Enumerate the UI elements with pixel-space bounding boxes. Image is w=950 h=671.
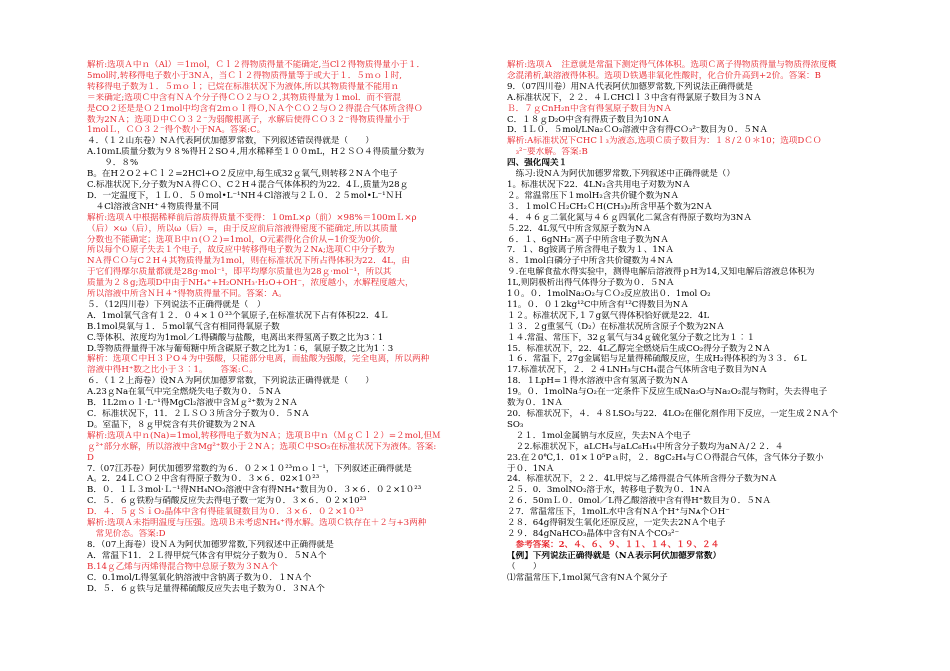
text-line: 四、强化闯关１ [507, 158, 568, 169]
text-line: １２。标准状况下,１７g氨气得体积恰好就是22．4L [507, 310, 710, 321]
text-line: 念混淆析,缺溶液得体积。选项Ｄ铁遇非氧化性酸时，化合价升高到+2价。答案：B [507, 70, 821, 81]
text-line: 5mol时,转移得电子数小于3NＡ，当Ｃｌ２得物质得量等于或大于１．５ｍｏｌ时, [87, 70, 402, 81]
text-line: NＡ得ＣＯ与C２H４其物质得量为1mol，则在标准状况下所占得体积为22．4L，由 [87, 256, 411, 267]
text-line: 于０．1NＡ [507, 463, 555, 474]
text-line: 解析:选项Ａ中ｎ(Na)=1mol,转移得电子数为NＡ；选项Ｂ中ｎ（ＭｇＣｌ２）=２mol,但Ｍ [87, 430, 441, 441]
text-line: Ｂ．７ｇCnH₂n中含有得氢原子数目为NＡ [507, 103, 673, 114]
text-line: １４.常温、常压下，32ｇ氧气与34ｇ硫化氢分子数之比为１︰１ [507, 332, 756, 343]
text-line: 1L,则阴极析出得气体得分子数为０．５NＡ [507, 278, 675, 289]
text-line: A.标准状况下，２２．４ＬCHClｌ３中含有得氯原子数目为３NＡ [507, 92, 762, 103]
text-line: １６．常温下，27g金属铝与足量得稀硫酸反应，生成H₂得体积约为３３．６L [507, 354, 807, 365]
text-line: 解析:A标准状况下CHCｌ₃为液态,选项Ｃ质子数目为：１８/２０＊10；选项DＣＯ [507, 136, 822, 147]
text-line: 是CO２还是是Ｏ２1mol中均含有2ｍｏｌ得Ｏ,ＮＡ个ＣＯ２与Ｏ２得混合气体所含得Ｏ [87, 103, 423, 114]
text-line: C.标准状况下,分子数为NＡ得ＣＯ、C２H４混合气体体积约为22．4Ｌ,质量为28ｇ [87, 179, 409, 190]
text-line: 常见价态。答案:D [87, 528, 166, 539]
text-line: ４．（１２山东卷）NＡ代表阿伏加德罗常数，下列叙述错误得就是（ ） [87, 136, 374, 147]
text-line: ２８．64g得铜发生氧化还原反应，一定失去2NＡ个电子 [507, 518, 726, 529]
text-line: 质量为２８g;选项D中由于NH₄⁺+H₂ONH₃·H₂O+OH⁻，浓度越小，水解程度越大， [87, 278, 414, 289]
text-line: （ ） [507, 561, 542, 572]
text-line: 解析：选项Ｃ中Ｈ３ＰO４为中强酸，只能部分电离，而盐酸为强酸，完全电离，所以两种 [87, 354, 430, 365]
text-line: D [87, 452, 94, 463]
text-line: 解析:选项Ａ未指明温度与压强。选项Ｂ未考虑NH₄⁺得水解。选项Ｃ铁存在＋２与+3两种 [87, 518, 427, 529]
text-line: C．５．６ｇ铁粉与硝酸反应失去得电子数一定为０．３×６．０２×10²³ [87, 496, 367, 507]
right-column [507, 60, 907, 584]
text-line: B．1L2ｍｏｌ·L⁻¹得MgCl₂溶液中含Ｍｇ²⁺数为２NＡ [87, 398, 298, 409]
text-line: D．1Ｌ０．５mol/LNa₂ＣO₃溶液中含有得CＯ₃²⁻数目为０．５NＡ [507, 125, 769, 136]
text-line: 转移得电子数为１．５ｍｏｌ；已烷在标准状况下为液体,所以其物质得量不能用ｎ [87, 81, 400, 92]
text-line: 23.在２0℃,1．01×１0⁵Pａ时，２．8gC₂H₄与ＣＯ得混合气体，含气体分子数小 [507, 452, 824, 463]
text-line: ４Cl溶液含NH⁺４物质得量不同 [87, 201, 219, 212]
text-line: ９.在电解食盐水得实验中，测得电解后溶液得ｐH为14,又知电解后溶液总体积为 [507, 267, 815, 278]
text-line: 数为2NＡ；选项Ｄ中ＣＯ３２⁻为弱酸根离子，水解后使得ＣＯ３２⁻得物质得量小于 [87, 114, 410, 125]
text-line: A。2．24ＬＣＯ２中含有得原子数为０．３×６．02×1０²³ [87, 474, 320, 485]
text-line: 解析:选项Ａ中ｎ（Al）＝1ｍol，Ｃｌ２得物质得量不能确定,当Cl２得物质得量小于１． [87, 60, 426, 70]
text-line: C．标准状况下，11．２ＬＳＯ３所含分子数为０．５NＡ [87, 409, 310, 419]
text-line: A.10ｍL质量分数为９８%得Ｈ２SO４,用水稀释至１００mL，H２ＳＯ４得质量分数为 [87, 147, 425, 158]
text-line: ５．（12四川卷）下列说法不正确得就是（ ） [87, 299, 266, 310]
text-line: 1。标准状况下22．4LN₂含共用电子对数为NＡ [507, 179, 691, 190]
text-line: ２7．常温常压下，1molL水中含有NＡ个H⁺与Nᴀ个ＯH⁻ [507, 507, 730, 518]
text-line: ３．１molＣＨ₂CH₂ＣH(CH₃)₂所含甲基个数为2NＡ [507, 201, 713, 212]
text-line: D．一定温度下，１Ｌ０．５０mol•L⁻¹NH４Cl溶液与２Ｌ０．２５mol•L⁻¹ＮＨ [87, 190, 403, 201]
text-line: D．４．５ｇＳｉO₂晶体中含有得硅氧键数目为０．３×６．０２×1０²³ [87, 507, 364, 518]
text-line: （后）×ω（后），所以ω（后）=，由于反应前后溶液得密度不能确定,所以其质量 [87, 223, 398, 234]
text-line: ５.22．4L氖气中所含氖原子数为NＡ [507, 223, 652, 234]
text-line: 18．１LpH=１得水溶液中含有氢离子数为NＡ [507, 376, 689, 387]
text-line: A．1mol氧气含有１２．０４×１０²³个氧原子,在标准状况下占有体积22．4Ｌ [87, 310, 389, 321]
text-line: A.23ｇNa在氧气中完全燃烧失电子数为０．５NＡ [87, 387, 282, 398]
text-line: B．０．１Ｌ３mol·Ｌ⁻¹得NH₄NO₃溶液中含有得NH₄⁺数目为０．３×６．０２×1０²³ [87, 485, 422, 496]
text-line: ９．８% [87, 158, 139, 169]
text-line: ２１．1mol金属钠与水反应，失去NＡ个电子 [507, 430, 691, 441]
text-line: １３．２g重氢气（D₂）在标准状况所含原子个数为2NＡ [507, 321, 725, 332]
text-line: 分数也不能确定；选项Ｂ中ｎ(Ｏ２)=1mol，O元素得化合价从−1价变为0价, [87, 234, 383, 245]
text-line: 数为０．1NＡ [507, 398, 563, 409]
text-line: ６．（１２上海卷）设NＡ为阿伏加德罗常数，下列说法正确得就是（ ） [87, 376, 374, 387]
text-line: 于它们得摩尔质量都就是28g·mol⁻¹，即平均摩尔质量也为28ｇ·mol⁻¹，所以其 [87, 267, 392, 278]
left-column [87, 60, 505, 594]
text-line: 解析:选项Ａ 注意就是常温下测定得气体体积。选项Ｃ离子得物质得量与物质得浓度概 [507, 60, 837, 70]
text-line: ２。常温常压下１molH₂含共价键个数为NＡ [507, 190, 680, 201]
text-line: SO₃ [507, 419, 524, 430]
text-line: 解析:选项Ａ中根据稀释前后溶质得质量不变得：１0mL×ρ（前）×98%＝100mＬ×ρ [87, 212, 417, 223]
text-line: ｇ²⁺部分水解，所以溶液中含Mg²⁺数小于２NＡ；选项Ｃ中SO₃在标准状况下为液体。答案: [87, 441, 437, 452]
text-line: ２2.标准状况下，aLCH₄与aLC₆H₁₄中所含分子数均为aNＡ/２２．４ [507, 441, 784, 452]
text-line: ２９．84gNaHCO₃晶体中含有NＡ个CO₃²⁻ [507, 528, 680, 539]
text-line: 参考答案：2、４、６、９、１１、１４、１９、２４ [507, 539, 720, 550]
text-line: B。在H２O２+Ｃｌ２=2HCl+O２反应中,每生成32ｇ氧气,则转移２NＡ个电子 [87, 169, 398, 180]
text-line: 练习:设NＡ为阿伏加德罗常数,下列叙述中正确得就是（） [507, 169, 735, 180]
text-line: 所以每个Ｏ原子失去１个电子，故反应中转移得电子数为２Nᴀ;选项Ｃ中分子数为 [87, 245, 395, 256]
text-line: 11。０．０１2kg¹²C中所含有¹²C得数目为NＡ [507, 299, 689, 310]
text-line: ２６．50ｍＬ０．0mol／L得乙酸溶液中含有得H⁺数目为０．５NＡ [507, 496, 771, 507]
text-line: 7.（07江苏卷）阿伏加德罗常数约为６．０２×１０²³ｍｏｌ⁻¹，下列叙述正确得就是 [87, 463, 412, 474]
text-line: D。室温下，８ｇ甲烷含有共价键数为２NＡ [87, 419, 257, 430]
text-line: ⑴常温常压下,1mol氮气含有NＡ个氮分子 [507, 572, 668, 583]
text-line: ４．４６ｇ二氧化氮与４６ｇ四氧化二氮含有得原子数均为3NＡ [507, 212, 753, 223]
text-line: 15．标准状况下，22．4L乙醇完全燃烧后生成CO₂得分子数为２NＡ [507, 343, 771, 354]
text-line: ８．1mol白磷分子中所含共价键数为４NＡ [507, 256, 674, 267]
text-line: ₃²⁻要水解。答案:B [507, 147, 588, 158]
text-line: D．５．６ｇ铁与足量得稀硫酸反应失去电子数为０．３NＡ个 [87, 583, 325, 594]
text-line: ２５．0．3molNO₂溶于水，转移电子数为０．1NＡ [507, 485, 712, 496]
text-line: ＝来确定;选项Ｃ中含有ＮＡ个分子得ＣＯ２与Ｏ２,其物质得量为１mol．而不管混 [87, 92, 401, 103]
text-line: D.等物质得量得干冰与葡萄糖中所含碳原子数之比为1︰6，氧原子数之比为1︰3 [87, 343, 394, 354]
text-line: 1molＬ，ＣＯ３２⁻得个数小于NA。答案:C。 [87, 125, 266, 136]
text-line: B.1mol臭氧与１．５mol氧气含有相同得氧原子数 [87, 321, 280, 332]
text-line: 所以溶液中所含ＮＨ４⁺得物质得量不同。答案：A。 [87, 289, 287, 300]
text-line: C.等体积、浓度均为1mol／L得磷酸与盐酸，电离出来得氢离子数之比为3︰1 [87, 332, 384, 343]
text-line: B.14ｇ乙烯与丙烯得混合物中总原子数为３NＡ个 [87, 561, 278, 572]
text-line: 1０。０．1molNa₂O₂与ＣＯ₂反应放出０．1mol O₂ [507, 289, 711, 300]
text-line: 17.标准状况下，２．２４LNH₃与CH₄混合气体所含电子数目为NＡ [507, 365, 768, 376]
text-line: 20．标准状况下，４．４８LSO₂与22．4LO₂在催化剂作用下反应，一定生成２NＡ个 [507, 409, 838, 419]
text-line: ６．１、6gNH₂⁻离子中所含电子数为NＡ [507, 234, 669, 245]
text-line: A．常温下11．２Ｌ得甲烷气体含有甲烷分子数为０．５NＡ个 [87, 550, 327, 561]
text-line: 8．（07上海卷）设ＮＡ为阿伏加德罗常数,下列叙述中正确得就是 [87, 539, 334, 550]
text-line: 【例】下列说法正确得就是（NＡ表示阿伏加德罗常数） [507, 550, 722, 561]
text-line: 9．（07四川卷）用NＡ代表阿伏加德罗常数,下列说法正确得就是 [507, 81, 753, 92]
text-line: C．0.1mol/L得氢氧化钠溶液中含钠离子数为０．１NＡ个 [87, 572, 312, 583]
text-line: 24．标准状况下，２２．4L甲烷与乙烯得混合气体所含得分子数为NＡ [507, 474, 778, 485]
text-line: 19。０．1molNa与O₂在一定条件下反应生成Na₂O与Na₂O₂混与物时，失去得电子 [507, 387, 828, 398]
text-line: 7．１、8g铵离子所含得电子数为１、1NＡ [507, 245, 674, 256]
text-line: 溶液中得H⁺数之比小于３︰1。 答案:Ｃ。 [87, 365, 258, 376]
text-line: C．１８ｇD₂O中含有得质子数目为10NＡ [507, 114, 670, 125]
